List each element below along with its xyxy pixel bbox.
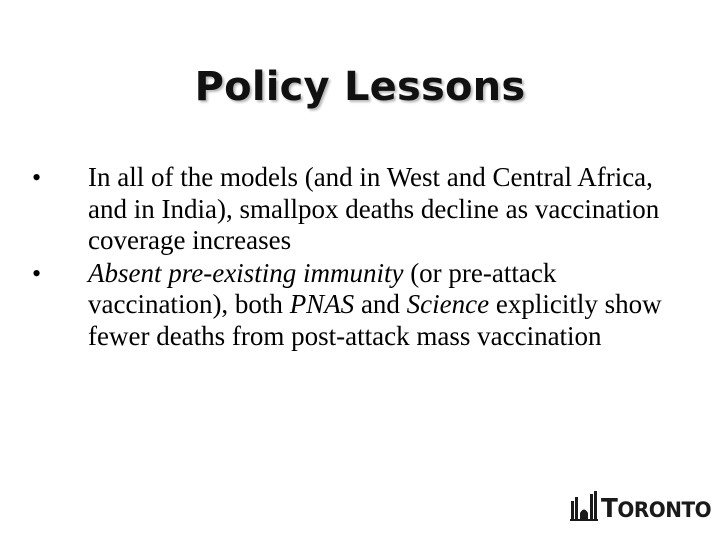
bullet-text (88, 162, 692, 257)
city-hall-icon (570, 491, 598, 521)
bullet-item (32, 258, 692, 353)
bullet-item (32, 162, 692, 257)
bullet-text (88, 258, 692, 353)
logo-letters: ORONTO (617, 498, 712, 522)
bullet-segment: PNAS (289, 289, 355, 319)
bullet-segment: (or pre-attack vaccination), both (88, 257, 557, 319)
bullet-segment: Science (406, 289, 490, 319)
bullet-list (32, 162, 692, 353)
slide-title: Policy Lessons (194, 64, 526, 110)
bullet-segment: In all of the models (and in West and Central Africa, and in India), smallpox deaths decline as vaccination coverage increases (88, 162, 660, 255)
bullet-segment: Absent pre-existing immunity (88, 257, 404, 288)
bullet-dot: • (32, 258, 42, 288)
bullet-dot: • (32, 163, 42, 192)
bullet-segment: explicitly show fewer deaths from post-attack mass vaccination (88, 289, 662, 351)
logo-letter: T (601, 494, 618, 524)
logo-wordmark (601, 494, 712, 524)
toronto-logo (570, 489, 717, 524)
bullet-segment: and (354, 289, 407, 319)
